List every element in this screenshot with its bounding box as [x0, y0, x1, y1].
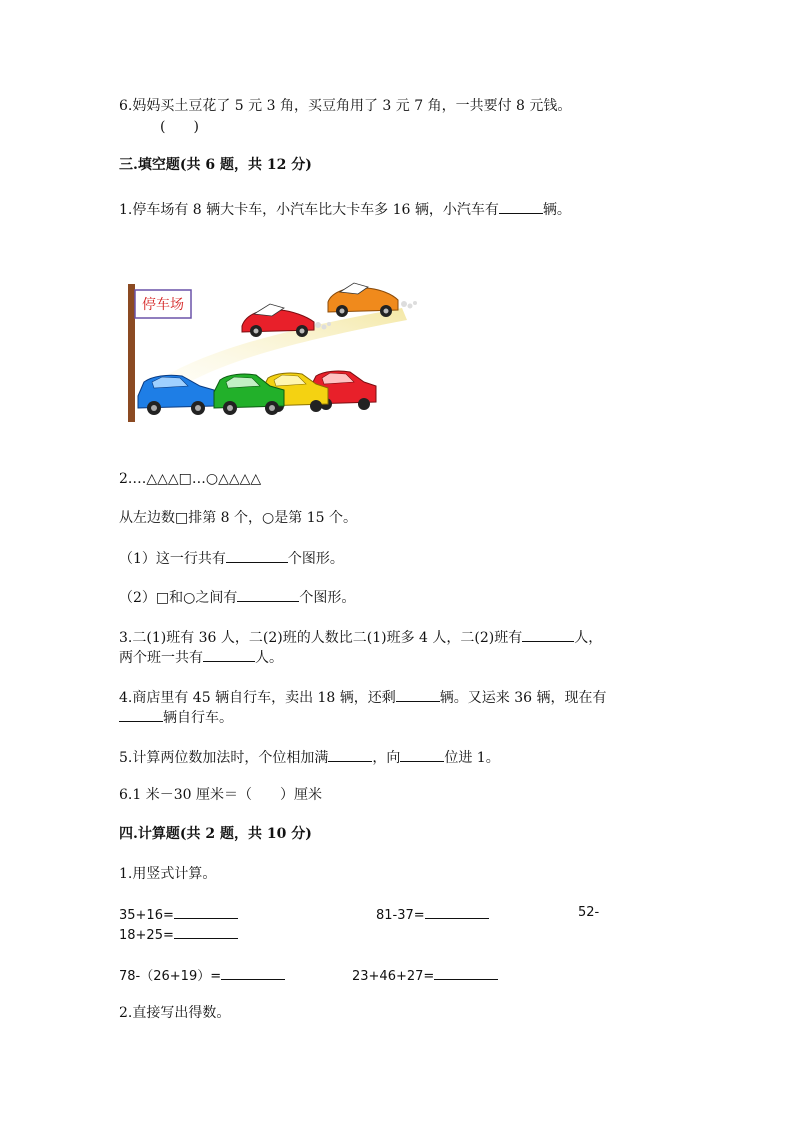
fill-question-2-sub2: [119, 586, 355, 608]
answer-blank[interactable]: [174, 903, 238, 919]
section-4-heading: [119, 824, 312, 844]
answer-blank[interactable]: [221, 964, 285, 980]
fill-question-1: [119, 198, 571, 220]
tf-question-6-text: 6.妈妈买土豆花了 5 元 3 角，买豆角用了 3 元 7 角，一共要付 8 元钱。: [119, 98, 572, 114]
calc-expression-3-part1: [578, 903, 599, 923]
question-text: 4.商店里有 45 辆自行车，卖出 18 辆，还剩: [119, 690, 396, 706]
fill-question-3-line2: [119, 646, 283, 668]
question-middle: ，向: [372, 750, 401, 766]
answer-blank[interactable]: [400, 746, 444, 762]
expression-text: 52-: [578, 905, 600, 920]
blue-car: [138, 375, 214, 415]
question-suffix: 位进 1。: [444, 750, 500, 766]
answer-paren: ( ): [160, 119, 199, 135]
fill-question-5: [119, 746, 500, 768]
expression-text: 23+46+27=: [352, 969, 435, 984]
calc-question-1-title: [119, 864, 216, 884]
section-3-heading: [119, 155, 312, 175]
calc-expression-5: [352, 964, 498, 987]
question-text: 1.用竖式计算。: [119, 866, 217, 882]
fill-question-2-sequence: [119, 469, 261, 489]
fill-question-6: [119, 785, 322, 805]
question-text: 5.计算两位数加法时，个位相加满: [119, 750, 329, 766]
calc-expression-2: [376, 903, 489, 926]
answer-blank[interactable]: [203, 646, 255, 662]
question-text: 2.直接写出得数。: [119, 1005, 231, 1021]
question-given-text: 从左边数□排第 8 个，○是第 15 个。: [119, 510, 357, 526]
expression-text: 78-（26+19）=: [119, 969, 222, 984]
expression-text: 35+16=: [119, 908, 174, 923]
question-suffix: 辆自行车。: [163, 710, 233, 726]
answer-blank[interactable]: [174, 923, 238, 939]
sub-question-suffix: 个图形。: [287, 551, 344, 567]
question-text: 1.停车场有 8 辆大卡车，小汽车比大卡车多 16 辆，小汽车有: [119, 202, 499, 218]
orange-convertible-car: [328, 283, 417, 317]
question-text: 两个班一共有: [119, 650, 203, 666]
section-4-title: 四.计算题(共 2 题，共 10 分): [119, 826, 312, 842]
sign-pole: [128, 284, 135, 422]
sub-question-suffix: 个图形。: [299, 590, 356, 606]
answer-blank[interactable]: [328, 746, 372, 762]
parking-sign-text: 停车场: [142, 297, 184, 313]
tf-question-6-answer-paren[interactable]: [160, 117, 199, 137]
parking-lot-figure: [122, 278, 422, 428]
question-text: 6.1 米－30 厘米＝（ ）厘米: [119, 787, 322, 803]
answer-blank[interactable]: [237, 586, 299, 602]
question-suffix: 人。: [255, 650, 283, 666]
fill-question-2-sub1: [119, 547, 344, 569]
answer-blank[interactable]: [226, 547, 288, 563]
answer-blank[interactable]: [119, 706, 163, 722]
answer-blank[interactable]: [396, 686, 440, 702]
calc-expression-3-part2: [119, 923, 238, 946]
question-text: 3.二(1)班有 36 人，二(2)班的人数比二(1)班多 4 人，二(2)班有: [119, 630, 523, 646]
calc-question-2-title: [119, 1003, 230, 1023]
question-suffix: 辆。: [542, 202, 571, 218]
question-suffix: 辆。又运来 36 辆，现在有: [439, 690, 607, 706]
fill-question-4-line2: [119, 706, 233, 728]
expression-text: 18+25=: [119, 928, 174, 943]
shape-sequence: 2.…△△△□…○△△△△: [119, 471, 262, 487]
sub-question-text: （1）这一行共有: [119, 551, 226, 567]
answer-blank[interactable]: [425, 903, 489, 919]
answer-blank[interactable]: [522, 626, 574, 642]
sub-question-text: （2）□和○之间有: [119, 590, 238, 606]
fill-question-2-given: [119, 508, 357, 528]
section-3-title: 三.填空题(共 6 题，共 12 分): [119, 157, 312, 173]
fill-question-3-line1: [119, 626, 602, 648]
answer-blank[interactable]: [434, 964, 498, 980]
calc-expression-4: [119, 964, 285, 987]
question-suffix: 人，: [574, 630, 603, 646]
expression-text: 81-37=: [376, 908, 425, 923]
fill-question-4-line1: [119, 686, 607, 708]
tf-question-6: [119, 96, 571, 116]
answer-blank[interactable]: [499, 198, 543, 214]
